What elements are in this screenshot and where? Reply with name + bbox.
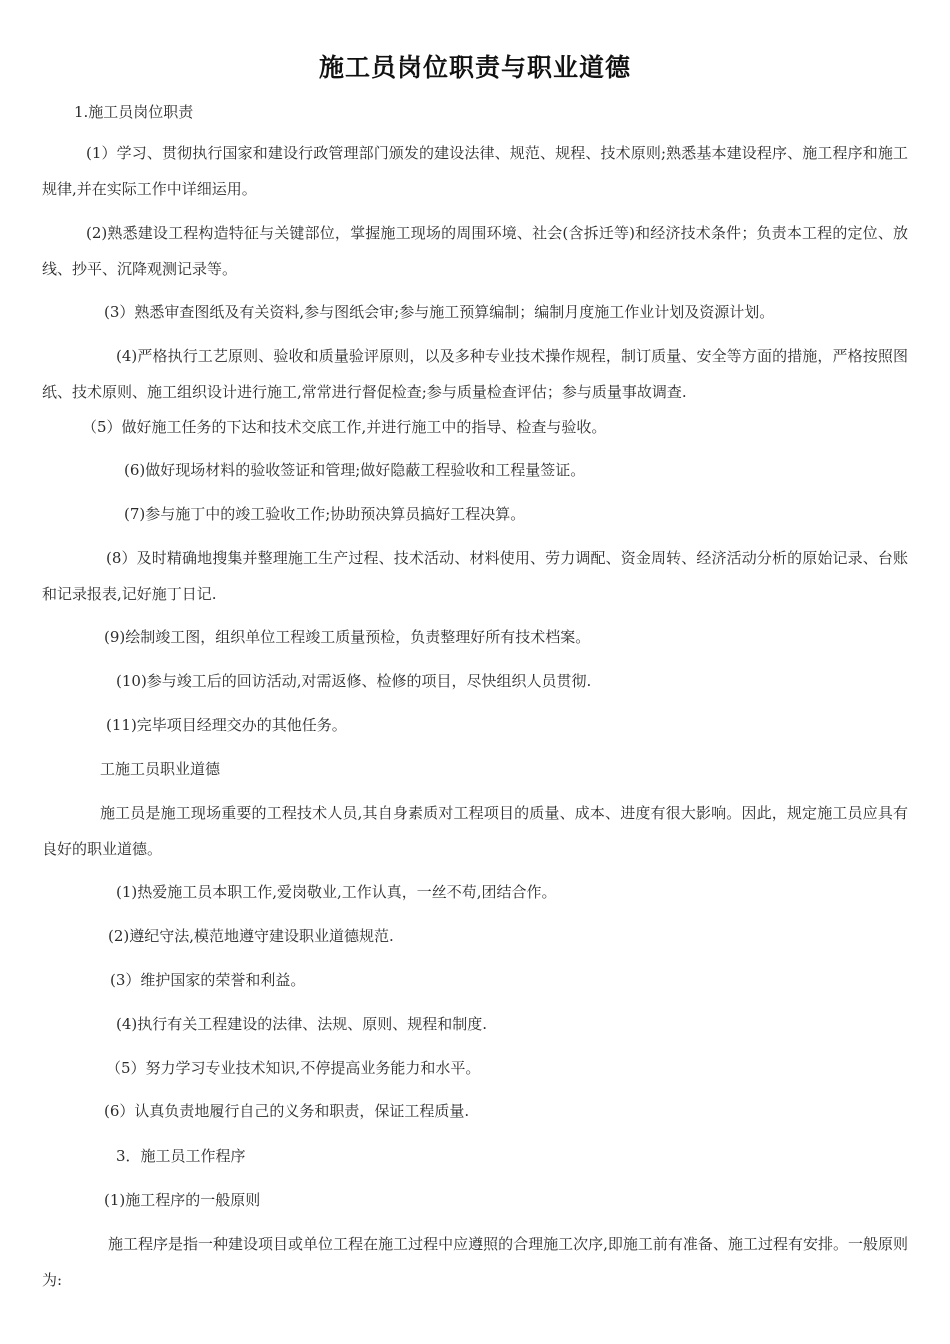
- paragraph: 施工程序是指一种建设项目或单位工程在施工过程中应遵照的合理施工次序,即施工前有准备、施工过程有安排。一般原则为:: [42, 1235, 908, 1289]
- paragraph: (1)热爱施工员本职工作,爱岗敬业,工作认真，一丝不苟,团结合作。: [116, 883, 557, 901]
- paragraph: (2)遵纪守法,模范地遵守建设职业道德规范.: [108, 927, 394, 945]
- paragraph: (3）熟悉审查图纸及有关资料,参与图纸会审;参与施工预算编制；编制月度施工作业计划及资源计划。: [104, 303, 775, 321]
- paragraph: (4)执行有关工程建设的法律、法规、原则、规程和制度.: [116, 1015, 488, 1033]
- section-heading: 3．施工员工作程序: [116, 1147, 246, 1165]
- paragraph: (11)完毕项目经理交办的其他任务。: [106, 716, 347, 734]
- paragraph: （5）努力学习专业技术知识,不停提高业务能力和水平。: [106, 1059, 481, 1077]
- paragraph: 施工员是施工现场重要的工程技术人员,其自身素质对工程项目的质量、成本、进度有很大影响。因此，规定施工员应具有良好的职业道德。: [42, 804, 908, 858]
- paragraph: (6）认真负责地履行自己的义务和职责，保证工程质量.: [104, 1102, 470, 1120]
- section-heading: 工施工员职业道德: [100, 760, 221, 778]
- paragraph: (7)参与施丁中的竣工验收工作;协助预决算员搞好工程决算。: [124, 505, 526, 523]
- paragraph: (3）维护国家的荣誉和利益。: [110, 971, 306, 989]
- paragraph: (10)参与竣工后的回访活动,对需返修、检修的项目，尽快组织人员贯彻.: [116, 672, 592, 690]
- paragraph: (6)做好现场材料的验收签证和管理;做好隐蔽工程验收和工程量签证。: [124, 461, 586, 479]
- subsection-heading: (1)施工程序的一般原则: [104, 1191, 261, 1209]
- section-heading: 1.施工员岗位职责: [74, 103, 194, 121]
- paragraph: (2)熟悉建设工程构造特征与关键部位，掌握施工现场的周围环境、社会(含拆迁等)和经济技术条件；负责本工程的定位、放线、抄平、沉降观测记录等。: [42, 224, 908, 278]
- document-title: 施工员岗位职责与职业道德: [318, 53, 631, 82]
- paragraph: （5）做好施工任务的下达和技术交底工作,并进行施工中的指导、检查与验收。: [82, 418, 607, 436]
- paragraph: (4)严格执行工艺原则、验收和质量验评原则，以及多种专业技术操作规程，制订质量、安全等方面的措施，严格按照图纸、技术原则、施工组织设计进行施工,常常进行督促检查;参与质量检查评估；参与质量事故调查.: [42, 347, 908, 401]
- paragraph: (1）学习、贯彻执行国家和建设行政管理部门颁发的建设法律、规范、规程、技术原则;熟悉基本建设程序、施工程序和施工规律,并在实际工作中详细运用。: [42, 144, 908, 198]
- paragraph: (8）及时精确地搜集并整理施工生产过程、技术活动、材料使用、劳力调配、资金周转、经济活动分析的原始记录、台账和记录报表,记好施丁日记.: [42, 549, 908, 603]
- paragraph: (9)绘制竣工图，组织单位工程竣工质量预检，负责整理好所有技术档案。: [104, 628, 591, 646]
